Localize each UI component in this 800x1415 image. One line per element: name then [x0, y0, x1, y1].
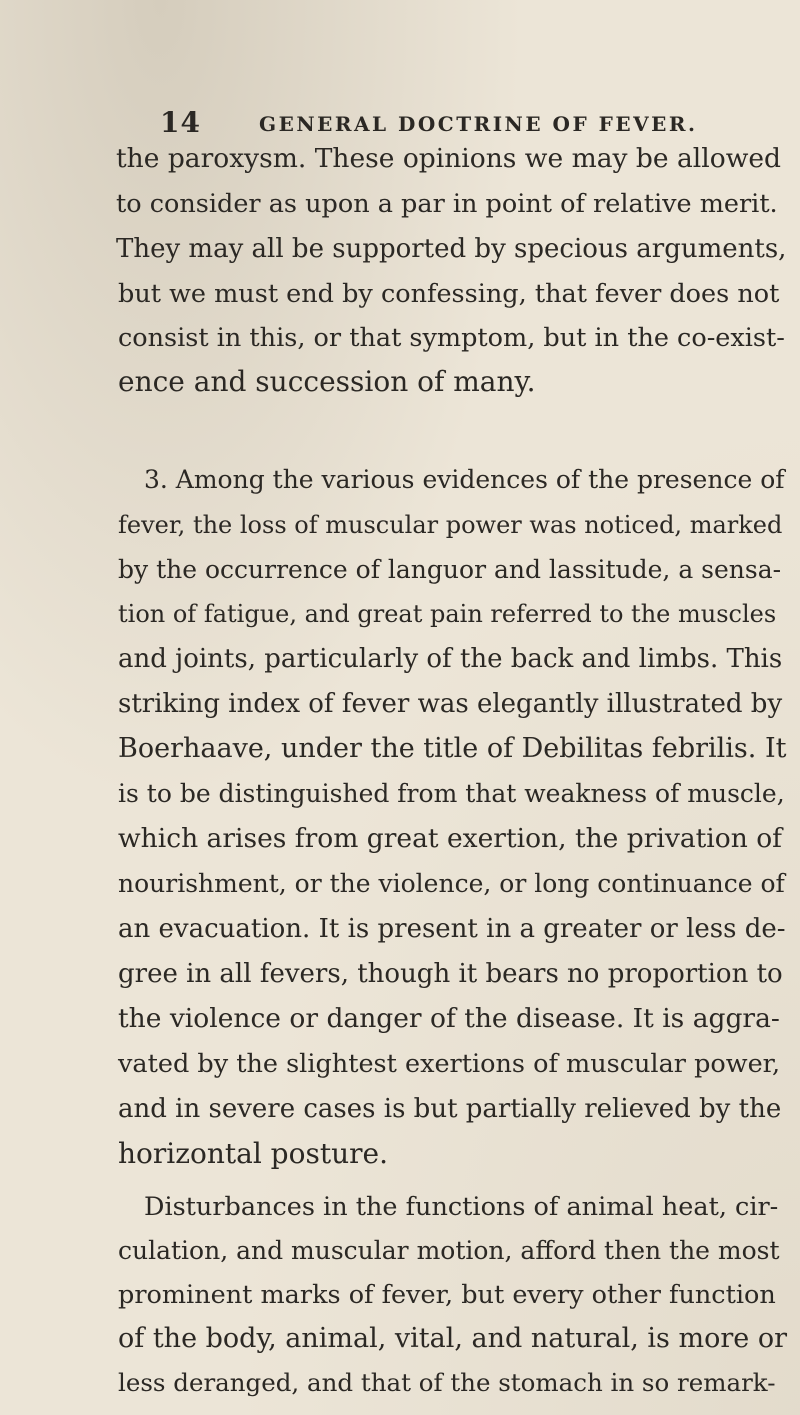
- text-line: less deranged, and that of the stomach in so remark-: [118, 1368, 776, 1397]
- text-line: 3. Among the various evidences of the presence of: [144, 465, 785, 494]
- text-line: They may all be supported by specious arguments,: [116, 234, 787, 264]
- text-line: which arises from great exertion, the privation of: [118, 823, 782, 854]
- text-line: and joints, particularly of the back and limbs. This: [118, 644, 783, 674]
- running-title: GENERAL DOCTRINE OF FEVER.: [259, 112, 698, 136]
- text-line-part: consist in this, or that symptom, but in the co-exist-: [118, 323, 785, 353]
- text-line: horizontal posture.: [118, 1137, 388, 1170]
- text-line: to consider as upon a par in point of relative merit.: [116, 189, 778, 219]
- text-line: prominent marks of fever, but every other function: [118, 1280, 776, 1310]
- text-line: by the occurrence of languor and lassitude, a sensa-: [118, 555, 782, 584]
- page-number: 14: [160, 106, 201, 139]
- text-line: culation, and muscular motion, afford then the most: [118, 1236, 780, 1265]
- text-line: [118, 316, 785, 360]
- text-line: Disturbances in the functions of animal heat, cir-: [144, 1192, 779, 1222]
- text-line: striking index of fever was elegantly illustrated by: [118, 689, 783, 719]
- text-line: vated by the slightest exertions of muscular power,: [118, 1049, 781, 1079]
- text-line: an evacuation. It is present in a greater or less de-: [118, 914, 786, 944]
- text-line: of the body, animal, vital, and natural, is more or: [118, 1323, 787, 1354]
- text-line: ence and succession of many.: [118, 365, 536, 398]
- text-line: Boerhaave, under the title of Debilitas febrilis. It: [118, 733, 787, 764]
- text-line: fever, the loss of muscular power was noticed, marked: [118, 511, 783, 539]
- text-line: the violence or danger of the disease. It is aggra-: [118, 1003, 780, 1034]
- text-line: the paroxysm. These opinions we may be allowed: [116, 143, 782, 174]
- text-line: tion of fatigue, and great pain referred to the muscles: [118, 600, 777, 628]
- text-line: is to be distinguished from that weakness of muscle,: [118, 779, 785, 808]
- text-line: and in severe cases is but partially relieved by the: [118, 1094, 782, 1124]
- text-line: gree in all fevers, though it bears no proportion to: [118, 959, 783, 989]
- text-line: but we must end by confessing, that fever does not: [118, 279, 780, 309]
- text-line: nourishment, or the violence, or long continuance of: [118, 869, 785, 898]
